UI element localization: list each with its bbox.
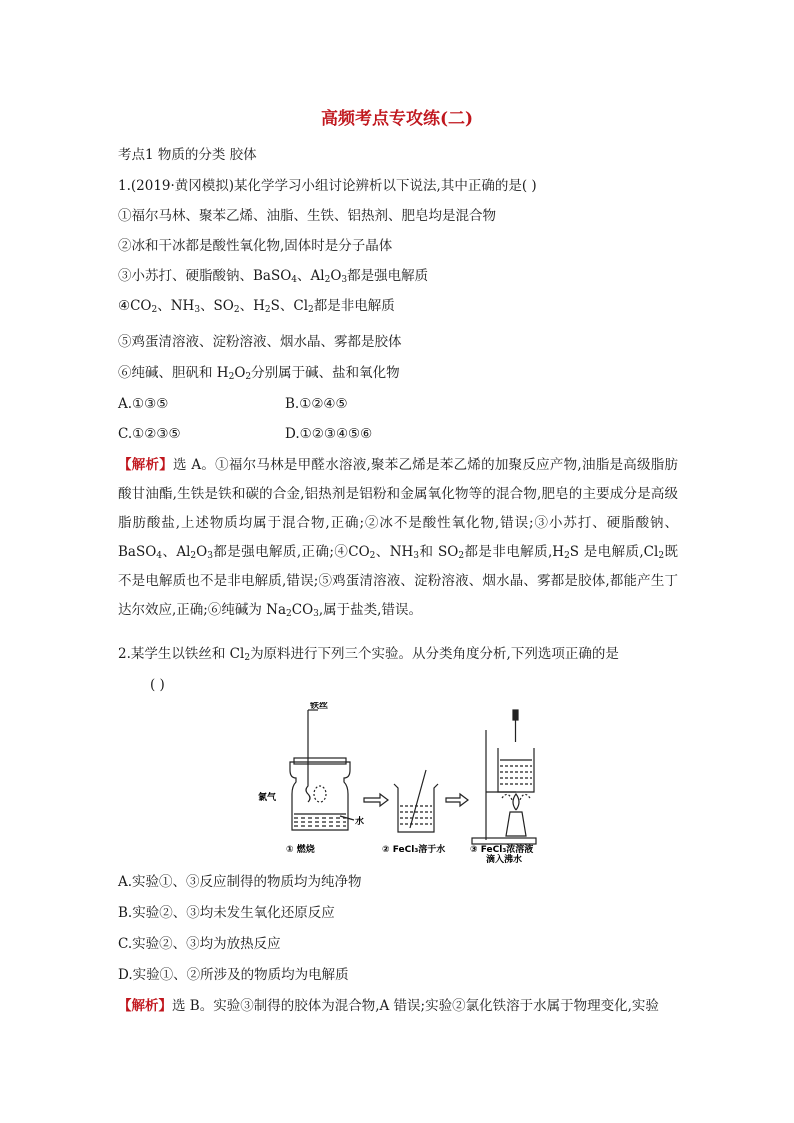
q1-analysis: 【解析】选 A。①福尔马林是甲醛水溶液,聚苯乙烯是苯乙烯的加聚反应产物,油脂是高级脂肪酸甘油酯,生铁是铁和碳的合金,铝热剂是铝粉和金属氧化物等的混合物,肥皂的主要成分是高级脂肪酸盐,上述物质均属于混合物,正确;②冰不是酸性氧化物,错误;③小苏打、硬脂酸钠、BaSO$_4$、$Al_2O_3$都是强电解质,正确$;④CO_2$、$NH_3$和 $SO_2$都是非电解质$,H_2S$ 是电解质$,Cl_2$既不是电解质也不是非电解质,错误;⑤鸡蛋清溶液、淀粉溶液、烟水晶、雾都是胶体,都能产生丁达尔效应,正确;⑥纯碱为 $Na_2CO_3$,属于盐类,错误。 — [118, 457, 679, 619]
q2-option-a: A.实验①、③反应制得的物质均为纯净物 — [118, 874, 362, 890]
caption-3a: ③ FeCl₃浓溶液 — [470, 845, 534, 855]
gas-bottle — [290, 762, 350, 830]
q2-option-b: B.实验②、③均未发生氧化还原反应 — [118, 905, 335, 921]
q1-statement-5: ⑤鸡蛋清溶液、淀粉溶液、烟水晶、雾都是胶体 — [118, 334, 402, 350]
q1-option-d: D.①②③④⑤⑥ — [285, 426, 373, 442]
experiment-figure — [250, 702, 550, 864]
q1-stem: 1.(2019·黄冈模拟)某化学学习小组讨论辨析以下说法,其中正确的是( ) — [118, 178, 537, 194]
caption-1: ① 燃烧 — [286, 845, 315, 855]
bottle-stopper — [294, 758, 346, 764]
analysis-tag: 【解析】 — [118, 457, 174, 473]
stand-base — [472, 838, 536, 844]
heating-apparatus — [472, 710, 536, 844]
beaker-on-stand — [498, 748, 534, 792]
q1-statement-6: ⑥纯碱、胆矾和 $H_2O_2$分别属于碱、盐和氧化物 — [118, 365, 400, 382]
flame-icon — [314, 786, 326, 802]
dropper-bulb — [513, 710, 518, 720]
q2-analysis: 【解析】选 B。实验③制得的胶体为混合物,A 错误;实验②氯化铁溶于水属于物理变化,实验 — [118, 998, 659, 1014]
arrow-1 — [364, 794, 388, 806]
q1-statement-2: ②冰和干冰都是酸性氧化物,固体时是分子晶体 — [118, 238, 393, 254]
flame-icon — [513, 794, 519, 810]
combustion-bottle-apparatus — [290, 710, 354, 830]
glass-rod — [410, 770, 426, 828]
q1-statement-4: $④CO_2$、$NH_3$、$SO_2$、$H_2S$、$Cl_2$都是非电解质 — [118, 298, 395, 315]
q2-option-c: C.实验②、③均为放热反应 — [118, 936, 281, 952]
caption-2: ② FeCl₃溶于水 — [382, 845, 446, 855]
alcohol-lamp — [506, 812, 526, 836]
analysis-tag: 【解析】 — [118, 998, 172, 1014]
q2-stem: 2.某学生以铁丝和 $Cl_2$为原料进行下列三个实验。从分类角度分析,下列选项正确的是 — [118, 646, 619, 663]
label-chlorine: 氯气 — [258, 793, 277, 803]
arrow-2 — [446, 794, 468, 806]
beaker-apparatus — [394, 770, 438, 832]
q1-statement-3: ③小苏打、硬脂酸钠、BaSO$_4$、$Al_2O_3$都是强电解质 — [118, 268, 429, 285]
caption-3b: 滴入沸水 — [486, 855, 523, 864]
label-water: 水 — [355, 817, 365, 827]
q1-statement-1: ①福尔马林、聚苯乙烯、油脂、生铁、铝热剂、肥皂均是混合物 — [118, 208, 496, 224]
q1-option-a: A.①③⑤ — [118, 396, 169, 412]
q2-option-d: D.实验①、②所涉及的物质均为电解质 — [118, 967, 349, 983]
q1-option-c: C.①②③⑤ — [118, 426, 181, 442]
q2-answer-blank: ( ) — [150, 677, 165, 693]
label-iron-wire: 铁丝 — [310, 702, 329, 711]
q1-option-b: B.①②④⑤ — [285, 396, 348, 412]
section-heading: 考点1 物质的分类 胶体 — [118, 147, 257, 163]
page-title: 高频考点专攻练(二) — [320, 109, 474, 129]
